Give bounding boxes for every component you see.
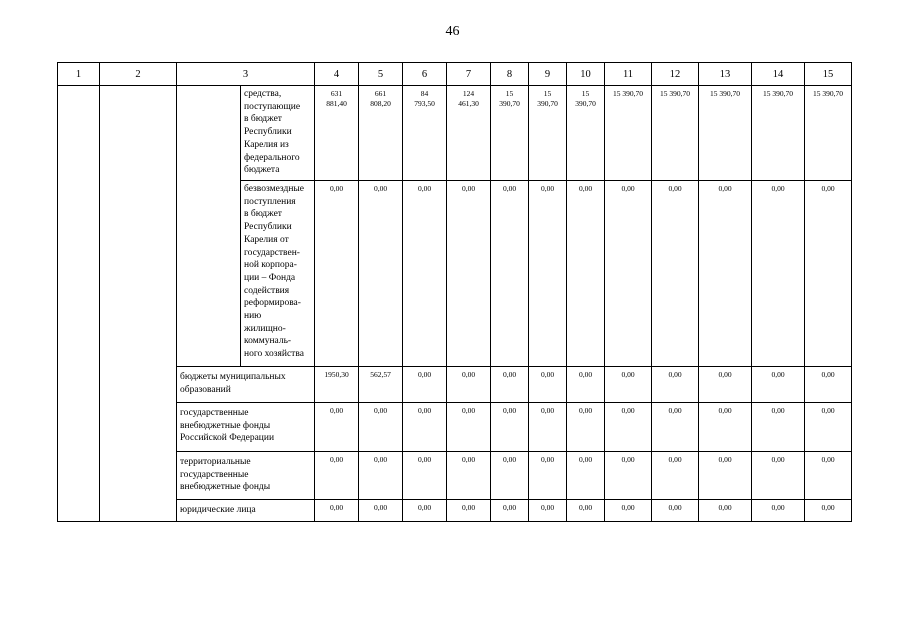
row-label-line: ной корпора-	[244, 260, 297, 271]
value-text: 0,00	[668, 370, 682, 379]
value-cell	[315, 403, 359, 452]
value-cell	[699, 452, 752, 500]
column-2-cell	[100, 86, 177, 522]
column-header: 12	[652, 63, 699, 86]
value-text: 0,00	[502, 455, 517, 464]
value-text: 0,00	[821, 406, 835, 415]
value-cell	[805, 367, 852, 403]
value-cell	[403, 181, 447, 367]
budget-table	[57, 62, 852, 522]
value-text: 562,57	[370, 370, 391, 379]
value-cell	[491, 403, 529, 452]
value-text: 0,00	[668, 406, 682, 415]
value-cell	[359, 403, 403, 452]
value-text: 15 390,70	[613, 89, 643, 98]
value-cell	[359, 452, 403, 500]
value-cell	[752, 403, 805, 452]
value-text: 0,00	[329, 184, 344, 193]
value-text: 0,00	[668, 503, 682, 512]
value-cell	[359, 86, 403, 181]
row-label	[177, 403, 315, 452]
value-cell	[403, 367, 447, 403]
value-cell	[447, 403, 491, 452]
value-cell	[447, 86, 491, 181]
row-label-line: в бюджет	[244, 209, 282, 220]
value-text: 0,00	[771, 370, 785, 379]
row-label-line: поступления	[244, 196, 296, 207]
value-text: 0,00	[578, 503, 593, 512]
table-row	[58, 403, 852, 452]
row-label-line: территориальные	[180, 457, 251, 467]
row-label-line: ного хозяйства	[244, 349, 304, 360]
value-text: 15 390,70	[813, 89, 843, 98]
value-text: 0,00	[771, 406, 785, 415]
value-text: 0,00	[417, 455, 432, 464]
row-label-line: бюджеты муниципальных	[180, 372, 286, 382]
value-text: 0,00	[502, 406, 517, 415]
value-text: 0,00	[373, 184, 388, 193]
value-text: 390,70	[537, 99, 558, 108]
value-cell	[529, 86, 567, 181]
value-text: 0,00	[461, 184, 476, 193]
table-row	[58, 367, 852, 403]
value-cell	[652, 452, 699, 500]
value-cell	[699, 367, 752, 403]
row-label-line: реформирова-	[244, 298, 301, 309]
value-text: 881,40	[326, 99, 347, 108]
row-label-line: Республики	[244, 222, 292, 233]
value-cell	[315, 452, 359, 500]
value-text: 15 390,70	[763, 89, 793, 98]
value-cell	[529, 181, 567, 367]
value-text: 0,00	[668, 455, 682, 464]
value-text: 15	[581, 89, 590, 98]
row-label	[241, 181, 315, 367]
value-text: 0,00	[540, 370, 555, 379]
value-cell	[699, 181, 752, 367]
value-text: 0,00	[718, 370, 732, 379]
row-label-line: в бюджет	[244, 114, 282, 125]
value-text: 84	[420, 89, 429, 98]
row-label-line: внебюджетные фонды	[180, 482, 271, 493]
value-cell	[447, 181, 491, 367]
value-cell	[567, 86, 605, 181]
value-cell	[699, 500, 752, 522]
value-cell	[805, 403, 852, 452]
column-header: 9	[529, 63, 567, 86]
value-cell	[652, 500, 699, 522]
column-header: 1	[58, 63, 100, 86]
value-cell	[805, 500, 852, 522]
value-text: 0,00	[771, 455, 785, 464]
value-text: 0,00	[417, 370, 432, 379]
value-text: 0,00	[417, 184, 432, 193]
column-1-cell	[58, 86, 100, 522]
value-cell	[567, 367, 605, 403]
column-header: 15	[805, 63, 852, 86]
value-text: 0,00	[461, 370, 476, 379]
table-row	[58, 86, 852, 181]
row-label-line: коммуналь-	[244, 336, 292, 347]
column-number-row	[58, 63, 852, 86]
row-label-line: Карелия от	[244, 234, 289, 245]
value-cell	[605, 86, 652, 181]
value-cell	[652, 367, 699, 403]
value-cell	[652, 181, 699, 367]
value-cell	[605, 452, 652, 500]
row-label-line: поступающие	[244, 101, 301, 112]
value-text: 0,00	[329, 455, 344, 464]
value-cell	[652, 403, 699, 452]
value-cell	[447, 500, 491, 522]
row-label-line: ции – Фонда	[244, 272, 296, 283]
column-header: 8	[491, 63, 529, 86]
value-text: 0,00	[540, 406, 555, 415]
column-header: 7	[447, 63, 491, 86]
row-label-line: внебюджетные фонды	[180, 420, 271, 431]
value-text: 0,00	[718, 184, 732, 193]
row-label-line: государственные	[180, 469, 249, 480]
value-cell	[529, 367, 567, 403]
value-text: 0,00	[329, 503, 344, 512]
value-cell	[403, 403, 447, 452]
value-cell	[605, 403, 652, 452]
value-cell	[315, 367, 359, 403]
value-cell	[805, 86, 852, 181]
row-label-line: бюджета	[244, 165, 280, 176]
value-text: 631	[330, 89, 343, 98]
value-text: 0,00	[578, 406, 593, 415]
value-cell	[447, 452, 491, 500]
value-cell	[403, 500, 447, 522]
column-header: 5	[359, 63, 403, 86]
value-cell	[699, 403, 752, 452]
value-text: 15	[505, 89, 514, 98]
value-text: 0,00	[540, 503, 555, 512]
value-cell	[403, 452, 447, 500]
value-text: 390,70	[575, 99, 596, 108]
value-text: 0,00	[718, 455, 732, 464]
value-cell	[567, 403, 605, 452]
value-cell	[491, 452, 529, 500]
value-cell	[359, 367, 403, 403]
page-number: 46	[445, 24, 460, 39]
value-text: 0,00	[373, 406, 388, 415]
value-cell	[491, 86, 529, 181]
value-cell	[567, 452, 605, 500]
value-text: 0,00	[718, 503, 732, 512]
value-text: 0,00	[329, 406, 344, 415]
row-label	[177, 500, 315, 522]
value-text: 0,00	[821, 455, 835, 464]
value-text: 0,00	[417, 503, 432, 512]
value-text: 0,00	[373, 503, 388, 512]
row-label-line: безвозмездные	[244, 184, 305, 194]
value-text: 0,00	[821, 370, 835, 379]
value-text: 0,00	[461, 455, 476, 464]
value-text: 0,00	[578, 370, 593, 379]
value-cell	[805, 452, 852, 500]
value-text: 0,00	[668, 184, 682, 193]
row-label-line: содействия	[244, 285, 290, 296]
column-header: 13	[699, 63, 752, 86]
value-text: 0,00	[578, 455, 593, 464]
value-text: 0,00	[373, 455, 388, 464]
row-label-line: средства,	[244, 89, 282, 99]
value-cell	[359, 181, 403, 367]
row-label-line: Российской Федерации	[180, 433, 275, 444]
value-text: 0,00	[540, 184, 555, 193]
value-text: 0,00	[578, 184, 593, 193]
value-text: 390,70	[499, 99, 520, 108]
row-label-line: государствен-	[244, 247, 300, 258]
value-cell	[699, 86, 752, 181]
value-text: 0,00	[502, 503, 517, 512]
column-header: 14	[752, 63, 805, 86]
value-cell	[652, 86, 699, 181]
value-text: 0,00	[621, 455, 635, 464]
row-label-line: нию	[244, 311, 262, 322]
value-cell	[529, 500, 567, 522]
row-label-line: федерального	[244, 152, 300, 163]
value-text: 0,00	[621, 503, 635, 512]
value-text: 0,00	[821, 184, 835, 193]
column-header: 6	[403, 63, 447, 86]
column-header: 11	[605, 63, 652, 86]
row-label-line: образований	[180, 384, 231, 395]
value-cell	[447, 367, 491, 403]
value-cell	[359, 500, 403, 522]
value-cell	[805, 181, 852, 367]
value-text: 15 390,70	[660, 89, 690, 98]
value-cell	[605, 500, 652, 522]
value-text: 0,00	[621, 184, 635, 193]
value-cell	[491, 181, 529, 367]
value-text: 793,50	[414, 99, 435, 108]
value-text: 0,00	[502, 370, 517, 379]
value-text: 0,00	[461, 503, 476, 512]
value-cell	[605, 367, 652, 403]
column-header: 4	[315, 63, 359, 86]
value-cell	[605, 181, 652, 367]
value-cell	[567, 181, 605, 367]
value-cell	[752, 500, 805, 522]
value-text: 0,00	[771, 184, 785, 193]
row-label	[177, 452, 315, 500]
value-text: 0,00	[621, 370, 635, 379]
table-row	[58, 500, 852, 522]
value-cell	[315, 181, 359, 367]
value-cell	[315, 86, 359, 181]
table-row	[58, 452, 852, 500]
value-cell	[315, 500, 359, 522]
value-text: 0,00	[621, 406, 635, 415]
value-cell	[752, 367, 805, 403]
column-header: 2	[100, 63, 177, 86]
value-text: 0,00	[718, 406, 732, 415]
value-text: 124	[462, 89, 475, 98]
value-text: 661	[374, 89, 387, 98]
value-cell	[567, 500, 605, 522]
value-text: 461,30	[458, 99, 479, 108]
value-cell	[752, 452, 805, 500]
value-cell	[491, 367, 529, 403]
value-cell	[491, 500, 529, 522]
value-text: 0,00	[540, 455, 555, 464]
row-label-line: юридические лица	[180, 505, 256, 515]
value-text: 0,00	[417, 406, 432, 415]
column-header: 10	[567, 63, 605, 86]
value-cell	[752, 181, 805, 367]
row-label-line: жилищно-	[244, 323, 286, 334]
value-text: 0,00	[461, 406, 476, 415]
value-text: 15 390,70	[710, 89, 740, 98]
row-label-line: Республики	[244, 127, 292, 138]
value-text: 1950,30	[324, 370, 349, 379]
row-label	[177, 367, 315, 403]
value-cell	[529, 452, 567, 500]
row-label-line: государственные	[180, 408, 249, 418]
row-label	[241, 86, 315, 181]
value-cell	[403, 86, 447, 181]
row-label-line: Карелия из	[244, 139, 289, 150]
value-text: 0,00	[821, 503, 835, 512]
value-text: 15	[543, 89, 552, 98]
column-3-group-cell	[177, 86, 241, 367]
value-cell	[752, 86, 805, 181]
column-header: 3	[177, 63, 315, 86]
value-text: 808,20	[370, 99, 391, 108]
value-text: 0,00	[502, 184, 517, 193]
value-text: 0,00	[771, 503, 785, 512]
value-cell	[529, 403, 567, 452]
